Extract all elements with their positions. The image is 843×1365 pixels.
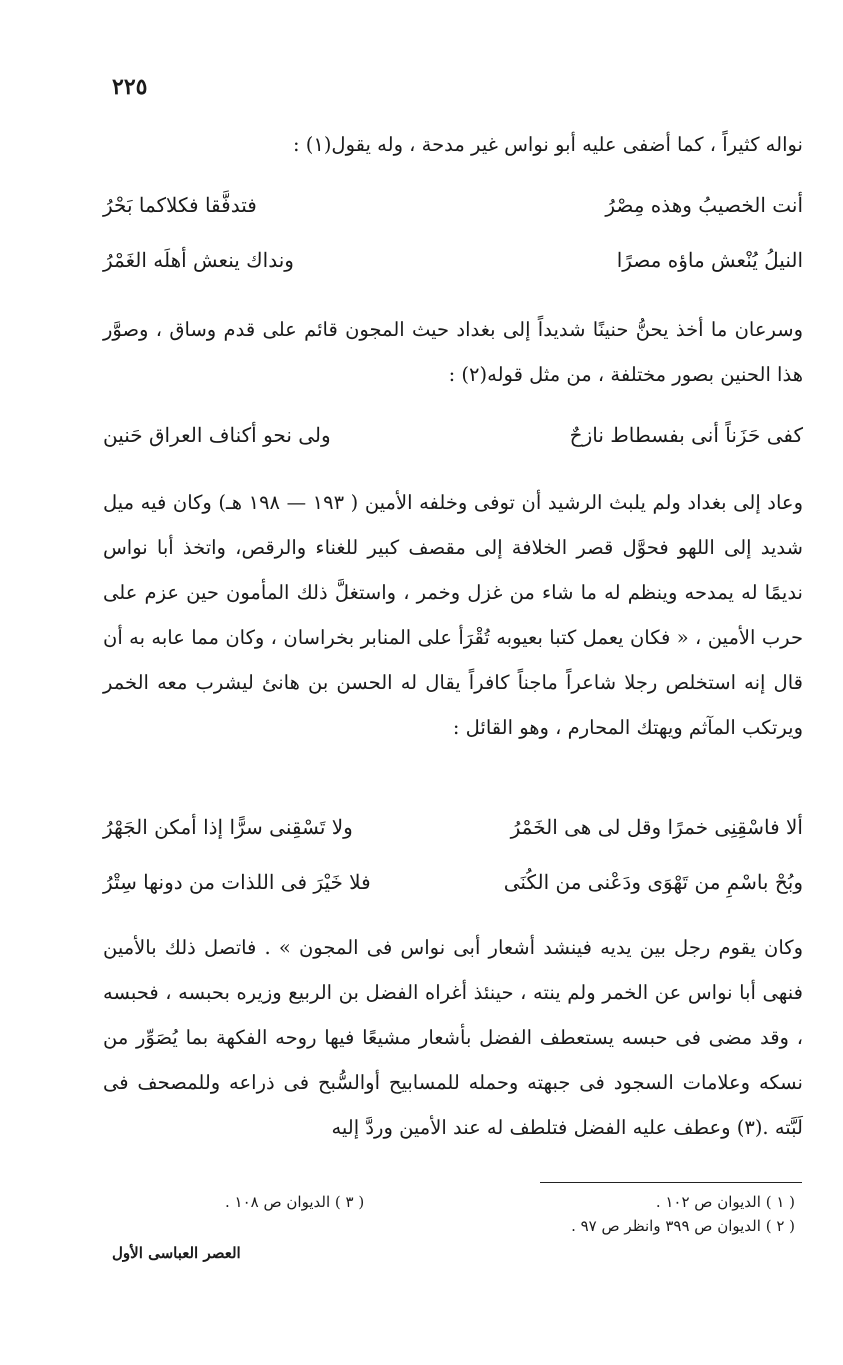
verse-line (103, 855, 803, 910)
intro-paragraph (103, 122, 803, 167)
footnotes (571, 1190, 795, 1238)
second-hemistich: فلا خَيْرَ فى اللذات من دونها سِتْرُ (103, 870, 371, 894)
verse-block-2 (103, 408, 803, 463)
footnote-3: ( ٣ ) الديوان ص ١٠٨ . (225, 1193, 365, 1211)
second-hemistich: ولا تَسْقِنى سرًّا إذا أمكن الجَهْرُ (103, 815, 353, 839)
paragraph-text: وسرعان ما أخذ يحنُّ حنينًا شديداً إلى بغداد حيث المجون قائم على قدم وساق ، وصوَّر هذا الحنين بصور مختلفة ، من مثل قوله(٢) : (103, 318, 803, 386)
intro-text: نواله كثيراً ، كما أضفى عليه أبو نواس غير مدحة ، وله يقول(١) : (292, 133, 803, 156)
verse-line (103, 233, 803, 288)
first-hemistich: أنت الخصيبُ وهذه مِصْرُ (605, 193, 803, 217)
page-number: ٢٢٥ (112, 74, 148, 100)
verse-block-3 (103, 800, 803, 910)
verse-line (103, 408, 803, 463)
paragraph-3 (103, 480, 803, 750)
first-hemistich: وبُحْ باسْمِ من تَهْوَى ودَعْنى من الكُنَى (503, 870, 803, 894)
paragraph-4 (103, 925, 803, 1150)
footnote-divider (540, 1182, 802, 1183)
first-hemistich: كفى حَزَناً أنى بفسطاط نازحٌ (569, 423, 803, 447)
verse-line (103, 800, 803, 855)
second-hemistich: فتدفَّقا فكلاكما بَحْرُ (103, 193, 257, 217)
first-hemistich: النيلُ يُنْعش ماؤه مصرًا (616, 248, 803, 272)
footnote-2: ( ٢ ) الديوان ص ٣٩٩ وانظر ص ٩٧ . (571, 1217, 795, 1235)
second-hemistich: ونداك ينعش أهلَه الغَمْرُ (103, 248, 294, 272)
verse-line (103, 178, 803, 233)
first-hemistich: ألا فاسْقِنِى خمرًا وقل لى هى الخَمْرُ (510, 815, 803, 839)
verse-block-1 (103, 178, 803, 288)
paragraph-2 (103, 307, 803, 397)
footnote-1: ( ١ ) الديوان ص ١٠٢ . (655, 1193, 795, 1211)
paragraph-text: وكان يقوم رجل بين يديه فينشد أشعار أبى نواس فى المجون » . فاتصل ذلك بالأمين فنهى أبا نواس عن الخمر ولم ينته ، حينئذ أغراه الفضل بن الربيع وزيره بحبسه ، فحبسه ، وقد مضى فى حبسه يستعطف الفضل بأشعار مشيعًا فيها روحه الفكهة بما يُصَوِّر من نسكه وعلامات السجود فى جبهته وحمله للمسابيح أوالسُّبح فى ذراعه وللمصحف فى لَبَّته .(٣) وعطف عليه الفضل فتلطف له عند الأمين وردَّ إليه (103, 936, 803, 1139)
running-footer: العصر العباسى الأول (112, 1244, 241, 1262)
paragraph-text: وعاد إلى بغداد ولم يلبث الرشيد أن توفى وخلفه الأمين ( ١٩٣ — ١٩٨ هـ) وكان فيه ميل شديد إلى اللهو فحوَّل قصر الخلافة إلى مقصف كبير للغناء والرقص، واتخذ أبا نواس نديمًا له يمدحه وينظم له ما شاء من غزل وخمر ، واستغلَّ ذلك المأمون حين عزم على حرب الأمين ، « فكان يعمل كتبا بعيوبه تُقْرَأ على المنابر بخراسان ، وكان مما عابه به أن قال إنه استخلص رجلا شاعراً ماجناً كافراً يقال له الحسن بن هانئ ليشرب معه الخمر ويرتكب المآثم ويهتك المحارم ، وهو القائل : (103, 491, 803, 739)
second-hemistich: ولى نحو أكناف العراق حَنين (103, 423, 331, 447)
